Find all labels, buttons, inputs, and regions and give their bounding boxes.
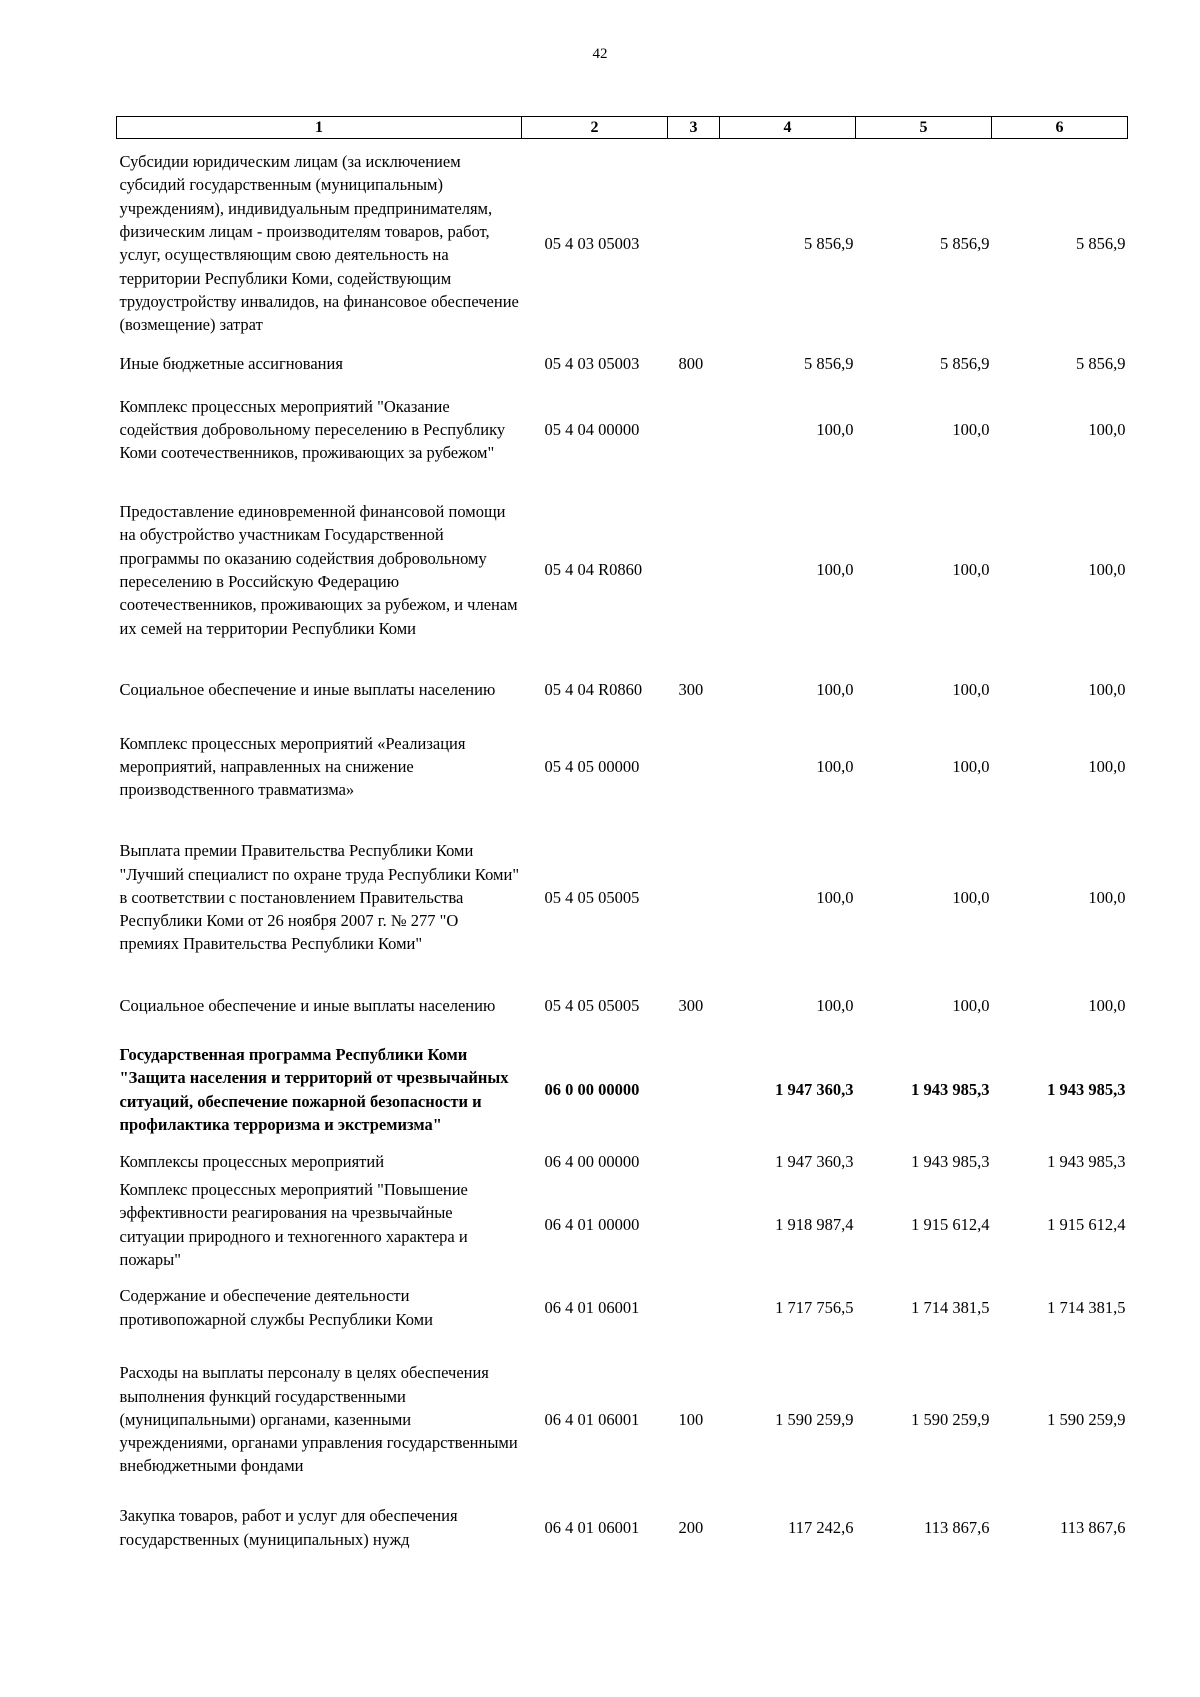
row-value-5: 100,0 [952, 560, 990, 580]
row-name: Комплекс процессных мероприятий «Реализация мероприятий, направленных на снижение производственного травматизма» [119, 733, 466, 800]
row-value-5: 5 856,9 [940, 353, 990, 373]
row-value-5: 100,0 [952, 756, 990, 776]
row-expense-type: 100 [678, 1409, 704, 1429]
row-value-6: 100,0 [1088, 887, 1126, 907]
row-name: Иные бюджетные ассигнования [119, 353, 343, 373]
budget-table [116, 116, 1128, 1557]
row-expense-type [668, 480, 720, 661]
table-row [117, 661, 1128, 719]
row-code: 06 4 01 00000 [544, 1214, 640, 1234]
row-value-5: 100,0 [952, 419, 990, 439]
row-value-5: 113 867,6 [924, 1517, 990, 1537]
row-value-4: 100,0 [816, 756, 854, 776]
row-name: Расходы на выплаты персоналу в целях обеспечения выполнения функций государственными (муниципальными) органами, казенными учреждениями, органами управления государственными внебюджетными фондами [119, 1363, 518, 1476]
row-value-6: 5 856,9 [1076, 233, 1126, 253]
row-value-4: 1 590 259,9 [775, 1409, 854, 1429]
table-row [117, 380, 1128, 480]
row-value-6: 100,0 [1088, 560, 1126, 580]
row-value-5: 1 915 612,4 [911, 1214, 990, 1234]
row-value-4: 5 856,9 [804, 353, 854, 373]
row-name: Государственная программа Республики Коми "Защита населения и территорий от чрезвычайных ситуаций, обеспечение пожарной безопасности и профилактика терроризма и экстремизма" [119, 1044, 509, 1134]
row-name: Субсидии юридическим лицам (за исключением субсидий государственным (муниципальным) учреждениям), индивидуальным предпринимателям, физическим лицам - производителям товаров, работ, услуг, осуществляющим свою деятельность на территории Республики Коми, содействующим трудоустройству инвалидов, на финансовое обеспечение (возмещение) затрат [119, 152, 519, 335]
table-row [117, 719, 1128, 815]
row-name: Социальное обеспечение и иные выплаты населению [119, 995, 496, 1015]
row-code: 05 4 04 00000 [544, 419, 640, 439]
row-expense-type: 300 [678, 995, 704, 1015]
row-value-6: 5 856,9 [1076, 353, 1126, 373]
row-value-5: 100,0 [952, 995, 990, 1015]
row-name: Закупка товаров, работ и услуг для обеспечения государственных (муниципальных) нужд [119, 1506, 458, 1549]
row-code: 05 4 04 R0860 [544, 679, 643, 699]
row-value-5: 100,0 [952, 887, 990, 907]
row-code: 05 4 05 05005 [544, 887, 640, 907]
row-value-6: 1 943 985,3 [1047, 1079, 1126, 1099]
row-code: 05 4 03 05003 [544, 353, 640, 373]
row-value-5: 5 856,9 [940, 233, 990, 253]
row-value-6: 1 590 259,9 [1047, 1409, 1126, 1429]
row-code: 05 4 05 05005 [544, 995, 640, 1015]
row-value-5: 1 590 259,9 [911, 1409, 990, 1429]
row-value-6: 100,0 [1088, 419, 1126, 439]
row-value-4: 100,0 [816, 679, 854, 699]
row-code: 05 4 05 00000 [544, 756, 640, 776]
row-value-4: 1 717 756,5 [775, 1297, 854, 1317]
row-value-4: 1 947 360,3 [775, 1079, 854, 1099]
row-value-6: 100,0 [1088, 756, 1126, 776]
row-value-6: 1 943 985,3 [1047, 1151, 1126, 1171]
table-row [117, 348, 1128, 380]
row-value-5: 1 714 381,5 [911, 1297, 990, 1317]
row-name: Предоставление единовременной финансовой помощи на обустройство участникам Государственной программы по оказанию содействия добровольному переселению в Российскую Федерацию соотечественников, проживающих за рубежом, и членам их семей на территории Республики Коми [119, 502, 518, 638]
table-row [117, 1275, 1128, 1341]
table-row [117, 1175, 1128, 1275]
row-value-4: 100,0 [816, 419, 854, 439]
column-header-3: 3 [668, 117, 720, 139]
row-code: 06 4 01 06001 [544, 1297, 640, 1317]
row-value-4: 100,0 [816, 560, 854, 580]
row-expense-type [668, 719, 720, 815]
row-value-6: 100,0 [1088, 679, 1126, 699]
row-value-6: 113 867,6 [1060, 1517, 1126, 1537]
table-row [117, 480, 1128, 661]
column-header-5: 5 [856, 117, 992, 139]
row-value-5: 1 943 985,3 [911, 1079, 990, 1099]
row-value-5: 1 943 985,3 [911, 1151, 990, 1171]
table-header-row [117, 117, 1128, 139]
row-expense-type [668, 1275, 720, 1341]
table-row [117, 1341, 1128, 1499]
row-expense-type [668, 815, 720, 981]
row-name: Выплата премии Правительства Республики Коми "Лучший специалист по охране труда Республики Коми" в соответствии с постановлением Правительства Республики Коми от 26 ноября 2007 г. № 277 "О премиях Правительства Республики Коми" [119, 841, 520, 954]
row-name: Содержание и обеспечение деятельности противопожарной службы Республики Коми [119, 1286, 433, 1329]
column-header-6: 6 [992, 117, 1128, 139]
row-value-4: 5 856,9 [804, 233, 854, 253]
row-expense-type [668, 1031, 720, 1149]
row-value-6: 1 714 381,5 [1047, 1297, 1126, 1317]
row-code: 05 4 03 05003 [544, 233, 640, 253]
row-value-4: 100,0 [816, 995, 854, 1015]
row-code: 06 4 00 00000 [544, 1151, 640, 1171]
row-value-4: 100,0 [816, 887, 854, 907]
row-code: 06 4 01 06001 [544, 1517, 640, 1537]
row-value-6: 1 915 612,4 [1047, 1214, 1126, 1234]
row-expense-type: 800 [678, 353, 704, 373]
row-expense-type [668, 1175, 720, 1275]
row-value-5: 100,0 [952, 679, 990, 699]
row-value-4: 117 242,6 [788, 1517, 854, 1537]
row-name: Комплекс процессных мероприятий "Повышение эффективности реагирования на чрезвычайные ситуации природного и техногенного характера и пожары" [119, 1179, 468, 1269]
row-code: 06 4 01 06001 [544, 1409, 640, 1429]
column-header-1: 1 [117, 117, 522, 139]
row-expense-type [668, 139, 720, 348]
row-expense-type [668, 1149, 720, 1175]
table-row [117, 1031, 1128, 1149]
row-value-6: 100,0 [1088, 995, 1126, 1015]
row-expense-type: 200 [678, 1517, 704, 1537]
table-row [117, 1149, 1128, 1175]
column-header-2: 2 [522, 117, 668, 139]
row-code: 05 4 04 R0860 [544, 560, 643, 580]
page-number: 42 [592, 46, 608, 62]
row-expense-type [668, 380, 720, 480]
column-header-4: 4 [720, 117, 856, 139]
row-code: 06 0 00 00000 [544, 1079, 640, 1099]
table-row [117, 139, 1128, 348]
row-value-4: 1 918 987,4 [775, 1214, 854, 1234]
table-row [117, 1499, 1128, 1557]
table-row [117, 815, 1128, 981]
row-value-4: 1 947 360,3 [775, 1151, 854, 1171]
row-name: Социальное обеспечение и иные выплаты населению [119, 679, 496, 699]
table-row [117, 981, 1128, 1031]
row-name: Комплексы процессных мероприятий [119, 1151, 385, 1171]
row-expense-type: 300 [678, 679, 704, 699]
row-name: Комплекс процессных мероприятий "Оказание содействия добровольному переселению в Республику Коми соотечественников, проживающих за рубежом" [119, 396, 506, 463]
